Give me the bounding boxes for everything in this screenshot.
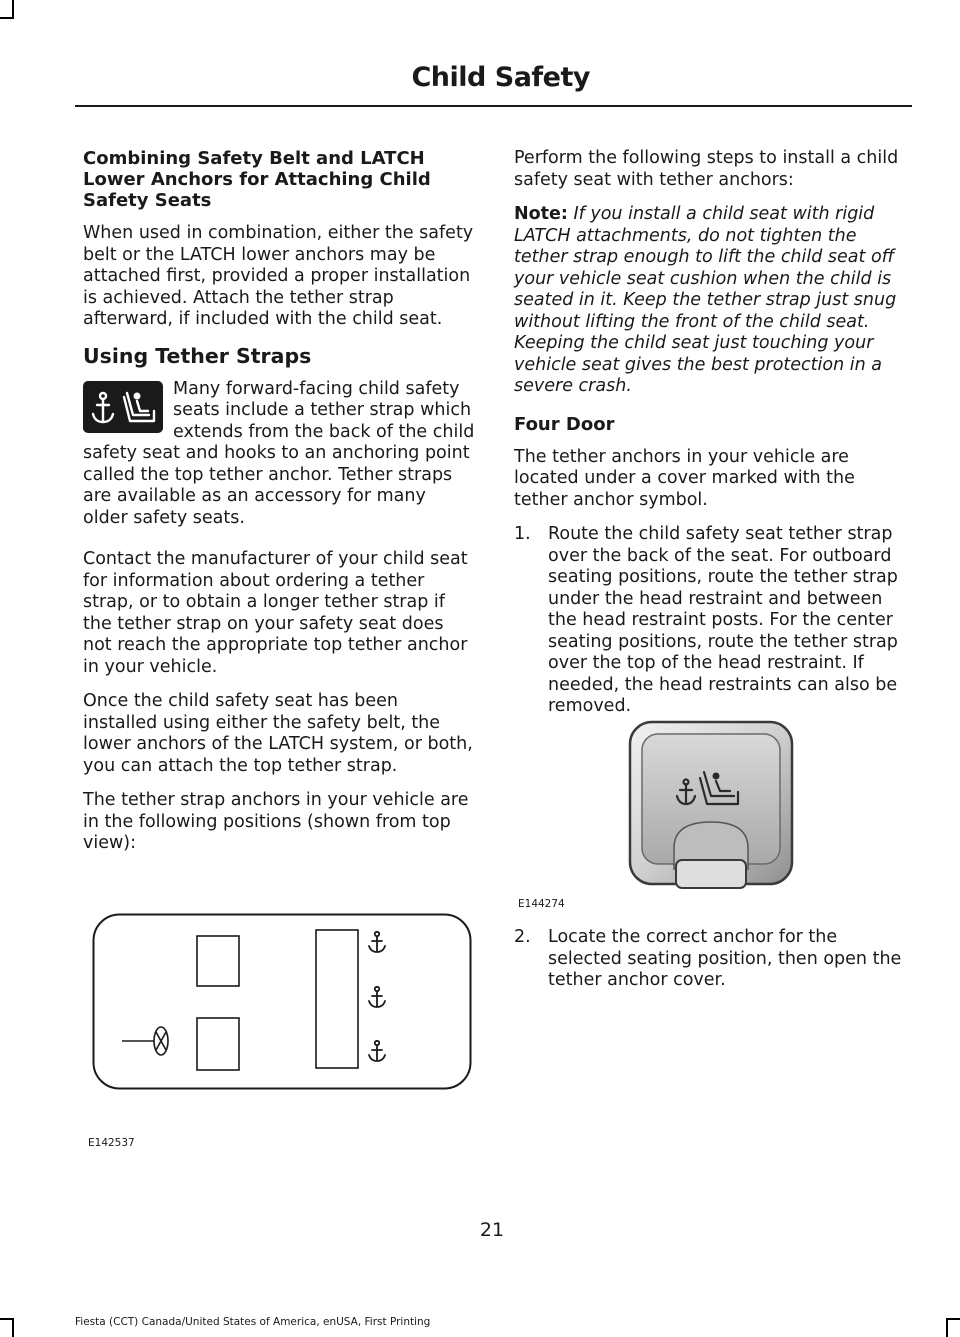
four-door-paragraph: The tether anchors in your vehicle are located under a cover marked with the tether anchor symbol.: [514, 446, 855, 510]
steps-list: [514, 524, 910, 718]
tether-anchor-icon: [83, 381, 163, 433]
once-installed-paragraph: Once the child safety seat has been installed using either the safety belt, the lower anchors of the LATCH system, or both, you can attach the top tether strap.: [83, 691, 473, 776]
four-door-heading: Four Door: [514, 413, 615, 435]
note-text: If you install a child seat with rigid LATCH attachments, do not tighten the tether strap enough to lift the child seat off your vehicle seat cushion when the child is seated in it. Keep the tether strap just snug without lifting the front of the child seat. Keeping the child seat just touching your vehicle seat gives the best protection in a severe crash.: [514, 204, 897, 396]
tether-positions-figure: [92, 913, 472, 1093]
front-passenger-seat: [197, 936, 239, 986]
step-number: 1.: [514, 524, 531, 544]
page-header-title: Child Safety: [411, 62, 590, 93]
crop-mark: [946, 1318, 948, 1337]
driver-seat: [197, 1018, 239, 1070]
step-text: Locate the correct anchor for the selected seating position, then open the tether anchor cover.: [548, 927, 902, 990]
figure-code-right: E144274: [518, 898, 565, 910]
crop-mark: [0, 1318, 14, 1320]
list-item: [514, 927, 910, 992]
tether-section-title: Using Tether Straps: [83, 343, 312, 368]
tether-intro-block: [83, 379, 476, 530]
note-label: Note:: [514, 204, 568, 224]
rear-seat: [316, 930, 358, 1068]
crop-mark: [946, 1318, 960, 1320]
child-seat-icon: [124, 392, 154, 421]
contact-paragraph: Contact the manufacturer of your child seat for information about ordering a tether strap, or to obtain a longer tether strap if the tether strap on your safety seat does not reach the appropriate top tether anchor in your vehicle.: [83, 549, 468, 677]
header-divider: [75, 105, 912, 107]
crop-mark: [12, 0, 14, 18]
page-number: 21: [479, 1219, 505, 1241]
crop-mark: [0, 17, 14, 19]
anchor-cover-figure: [628, 720, 794, 892]
note-paragraph: [514, 204, 910, 398]
figure-code-left: E142537: [88, 1137, 135, 1149]
combine-heading: Combining Safety Belt and LATCH Lower Anchors for Attaching Child Safety Seats: [83, 148, 431, 211]
page-footer: Fiesta (CCT) Canada/United States of America, enUSA, First Printing: [75, 1316, 431, 1328]
positions-paragraph: The tether strap anchors in your vehicle are in the following positions (shown from top view):: [83, 790, 469, 853]
crop-mark: [12, 1318, 14, 1337]
left-column: [83, 148, 476, 868]
step-text: Route the child safety seat tether strap over the back of the seat. For outboard seating positions, route the tether strap under the head restraint and between the head restraint posts. For the center seating positions, route the tether strap over the top of the head restraint. If needed, the head restraints can also be removed.: [548, 524, 898, 716]
combine-paragraph: When used in combination, either the safety belt or the LATCH lower anchors may be attached first, provided a proper installation is achieved. Attach the tether strap afterward, if included with the child seat.: [83, 223, 474, 329]
step-number: 2.: [514, 927, 531, 947]
perform-paragraph: Perform the following steps to install a child safety seat with tether anchors:: [514, 148, 899, 190]
tether-intro-text: Many forward-facing child safety seats include a tether strap which extends from the back of the child safety seat and hooks to an anchoring point called the top tether anchor. Tether straps are available as an accessory for many older safety seats.: [83, 378, 475, 528]
right-column: [514, 148, 910, 728]
list-item: [514, 524, 910, 718]
anchor-icon: [93, 393, 113, 422]
